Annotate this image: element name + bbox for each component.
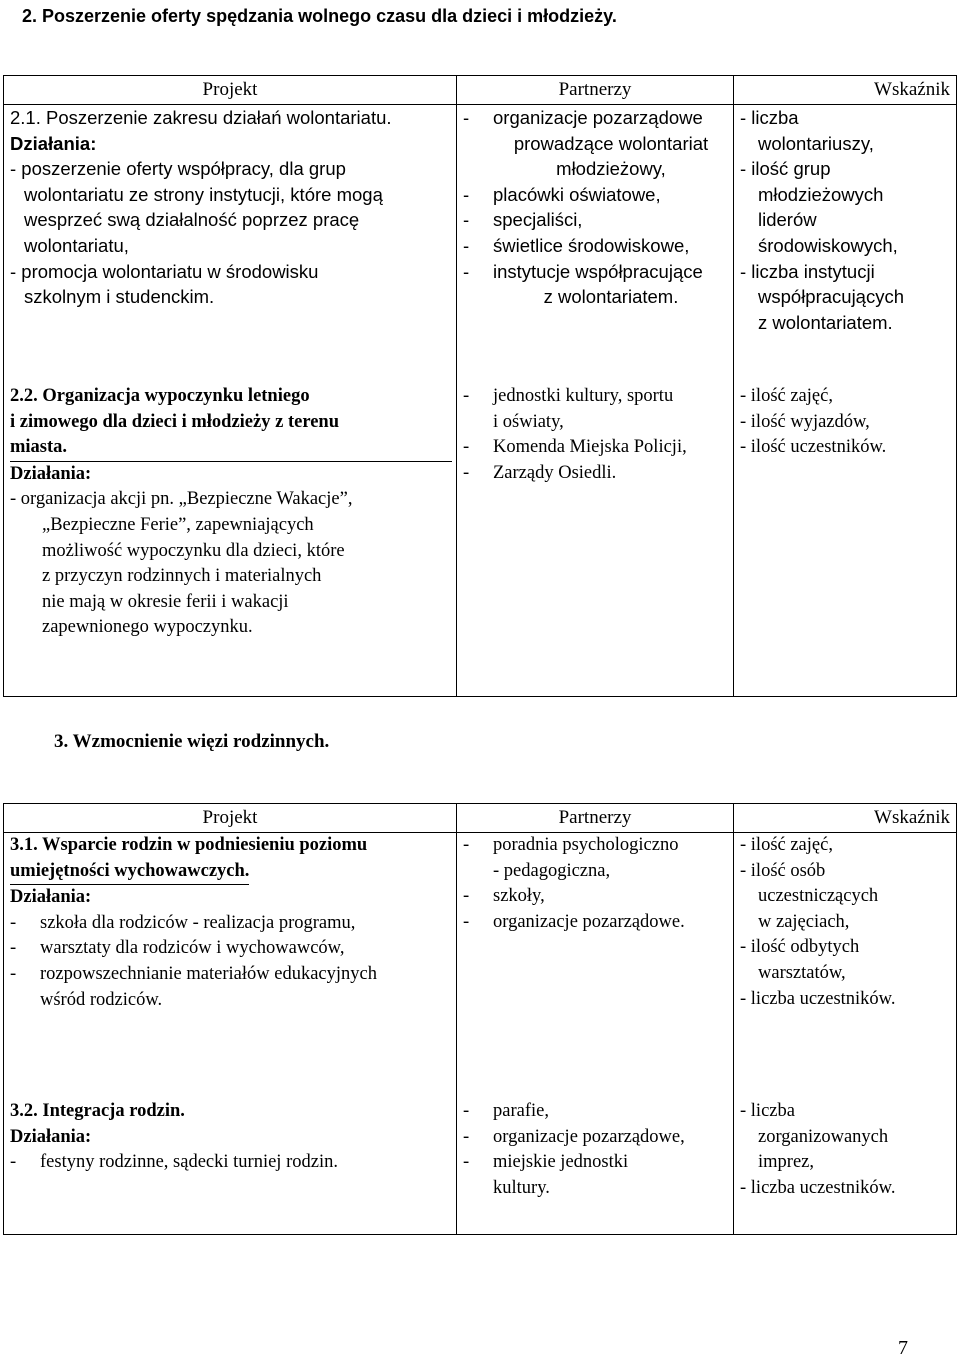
row-2-2-title-3: miasta.: [10, 435, 452, 462]
row-3-1-title-2: umiejętności wychowawczych.: [10, 859, 249, 886]
list-item-text: - pedagogiczna,: [493, 860, 611, 881]
header-wskaznik: Wskaźnik: [734, 76, 957, 105]
text-line: szkolnym i studenckim.: [24, 286, 215, 308]
text-line: środowiskowych,: [758, 234, 898, 256]
row-2-2-project: [4, 384, 456, 641]
list-item: [10, 1150, 452, 1176]
list-item: [463, 105, 729, 131]
text-line: imprez,: [758, 1152, 814, 1173]
header-partnerzy: Partnerzy: [457, 804, 734, 833]
text-line: - ilość osób: [740, 860, 826, 881]
text-line: - ilość uczestników.: [740, 437, 887, 458]
text-line: „Bezpieczne Ferie”, zapewniających: [42, 514, 314, 535]
header-wskaznik: Wskaźnik: [734, 804, 957, 833]
section-2-title: 2. Poszerzenie oferty spędzania wolnego czasu dla dzieci i młodzieży.: [22, 6, 617, 26]
bullet-dash: -: [463, 107, 470, 128]
bullet-dash: -: [463, 260, 470, 282]
list-item-text: i oświaty,: [493, 411, 564, 432]
text-line: możliwość wypoczynku dla dzieci, które: [42, 540, 345, 561]
list-item-text: wśród rodziców.: [40, 989, 163, 1010]
row-2-2-actions: [10, 487, 452, 641]
list-item: [463, 207, 729, 233]
list-item: [463, 1176, 729, 1202]
list-item-text: poradnia psychologiczno: [493, 835, 679, 855]
list-item-text: parafie,: [493, 1101, 549, 1121]
list-item-text: szkoła dla rodziców - realizacja programu,: [40, 912, 356, 933]
text-line: współpracujących: [758, 286, 905, 308]
list-item: [463, 284, 729, 310]
row-2-2-indicators: [734, 384, 956, 461]
bullet-dash: -: [463, 886, 470, 907]
text-line: - ilość odbytych: [740, 937, 860, 958]
text-line: uczestniczących: [758, 886, 879, 907]
header-projekt: Projekt: [4, 76, 457, 105]
bullet-dash: -: [463, 1152, 470, 1173]
row-3-1-actions: [10, 911, 452, 1013]
list-item: [10, 962, 452, 988]
text-line: wesprzeć swą działalność poprzez pracę: [24, 209, 360, 231]
text-line: nie mają w okresie ferii i wakacji: [42, 591, 289, 612]
list-item-text: świetlice środowiskowe,: [493, 234, 690, 256]
list-item-text: placówki oświatowe,: [493, 183, 661, 205]
list-item: [463, 435, 729, 461]
list-item-text: specjaliści,: [493, 209, 583, 231]
text-line: zorganizowanych: [758, 1126, 889, 1147]
list-item-text: rozpowszechnianie materiałów edukacyjnych: [40, 963, 377, 984]
text-line: - ilość wyjazdów,: [740, 411, 870, 432]
text-line: zapewnionego wypoczynku.: [42, 617, 253, 638]
section-3-table: [3, 803, 957, 1235]
list-item-text: młodzieżowy,: [556, 158, 666, 180]
list-item: [463, 1125, 729, 1151]
row-3-1-partners: [457, 833, 733, 935]
row-3-1-indicators: [734, 833, 956, 1012]
header-partnerzy: Partnerzy: [457, 76, 734, 105]
row-2-2-title-1: 2.2. Organizacja wypoczynku letniego: [10, 386, 310, 406]
text-line: - ilość zajęć,: [740, 835, 833, 855]
row-2-1-actions-label: Działania:: [10, 132, 97, 154]
list-item: [463, 131, 729, 157]
list-item-text: instytucje współpracujące: [493, 260, 703, 282]
list-item: [463, 156, 729, 182]
row-2-1-indicators: [734, 105, 956, 335]
bullet-dash: [463, 284, 493, 310]
page-number: 7: [898, 1337, 908, 1359]
text-line: wolontariuszy,: [758, 132, 874, 154]
row-3-2-title: 3.2. Integracja rodzin.: [10, 1101, 185, 1121]
bullet-dash: -: [463, 1126, 470, 1147]
list-item: [463, 1150, 729, 1176]
row-3-2-project: [4, 1099, 456, 1176]
text-line: - ilość zajęć,: [740, 386, 833, 406]
list-item: [463, 410, 729, 436]
row-3-2-indicators: [734, 1099, 956, 1201]
row-2-1-actions: [10, 156, 452, 310]
list-item-text: organizacje pozarządowe.: [493, 911, 685, 932]
bullet-dash: [463, 410, 493, 436]
text-line: - promocja wolontariatu w środowisku: [10, 260, 319, 282]
bullet-dash: -: [463, 437, 470, 458]
row-2-1-partners: [457, 105, 733, 310]
list-item-text: organizacje pozarządowe: [493, 107, 703, 128]
text-line: - organizacja akcji pn. „Bezpieczne Wakacje”,: [10, 489, 353, 510]
row-2-1-title: 2.1. Poszerzenie zakresu działań wolontariatu.: [10, 107, 392, 128]
section-3-title: 3. Wzmocnienie więzi rodzinnych.: [54, 731, 330, 752]
list-item-text: festyny rodzinne, sądecki turniej rodzin.: [40, 1152, 338, 1173]
list-item-text: warsztaty dla rodziców i wychowawców,: [40, 938, 345, 959]
list-item: [463, 461, 729, 487]
list-item: [463, 1099, 729, 1125]
text-line: warsztatów,: [758, 962, 846, 983]
row-2-1-project: [4, 105, 456, 310]
bullet-dash: -: [463, 183, 470, 205]
bullet-dash: -: [10, 963, 17, 984]
bullet-dash: -: [463, 911, 470, 932]
row-3-2-partners: [457, 1099, 733, 1201]
bullet-dash: -: [463, 386, 470, 406]
text-line: z przyczyn rodzinnych i materialnych: [42, 566, 322, 587]
list-item: [463, 233, 729, 259]
row-3-2-actions: [10, 1150, 452, 1176]
list-item: [463, 182, 729, 208]
list-item: [10, 936, 452, 962]
text-line: - liczba uczestników.: [740, 1177, 896, 1198]
row-3-1-project: [4, 833, 456, 1013]
row-3-2-actions-label: Działania:: [10, 1126, 92, 1147]
bullet-dash: -: [10, 938, 17, 959]
text-line: - liczba uczestników.: [740, 988, 896, 1009]
list-item-text: szkoły,: [493, 886, 545, 907]
row-2-2-partners: [457, 384, 733, 486]
text-line: z wolontariatem.: [758, 311, 893, 333]
bullet-dash: [463, 1176, 493, 1202]
bullet-dash: -: [463, 234, 470, 256]
bullet-dash: -: [463, 209, 470, 231]
list-item-text: organizacje pozarządowe,: [493, 1126, 685, 1147]
header-projekt: Projekt: [4, 804, 457, 833]
text-line: młodzieżowych: [758, 183, 884, 205]
list-item-text: prowadzące wolontariat: [513, 132, 709, 154]
bullet-dash: -: [463, 835, 470, 855]
row-2-2-actions-label: Działania:: [10, 463, 92, 484]
bullet-dash: [463, 859, 493, 885]
list-item: [463, 259, 729, 285]
bullet-dash: [10, 988, 40, 1014]
text-line: wolontariatu ze strony instytucji, które mogą: [24, 183, 383, 205]
row-2-2-title-2: i zimowego dla dzieci i młodzieży z terenu: [10, 411, 339, 432]
list-item: [463, 833, 729, 859]
list-item: [463, 384, 729, 410]
list-item: [463, 859, 729, 885]
bullet-dash: -: [463, 1101, 470, 1121]
text-line: - liczba: [740, 107, 799, 128]
bullet-dash: -: [10, 1152, 17, 1173]
text-line: w zajęciach,: [758, 911, 850, 932]
text-line: - poszerzenie oferty współpracy, dla grup: [10, 158, 346, 180]
list-item-text: Zarządy Osiedli.: [493, 462, 617, 483]
list-item: [463, 884, 729, 910]
text-line: - liczba: [740, 1101, 795, 1121]
list-item: [10, 988, 452, 1014]
bullet-dash: [463, 131, 493, 157]
row-3-1-title-1: 3.1. Wsparcie rodzin w podniesieniu poziomu: [10, 835, 368, 855]
list-item: [463, 910, 729, 936]
bullet-dash: [463, 156, 493, 182]
text-line: liderów: [758, 209, 817, 231]
list-item-text: kultury.: [493, 1177, 550, 1198]
list-item-text: jednostki kultury, sportu: [493, 386, 674, 406]
list-item: [10, 911, 452, 937]
list-item-text: Komenda Miejska Policji,: [493, 437, 687, 458]
row-3-1-actions-label: Działania:: [10, 887, 92, 908]
list-item-text: z wolontariatem.: [543, 286, 679, 308]
section-2-table: [3, 75, 957, 697]
bullet-dash: -: [463, 462, 470, 483]
bullet-dash: -: [10, 912, 17, 933]
list-item-text: miejskie jednostki: [493, 1152, 629, 1173]
text-line: - liczba instytucji: [740, 260, 875, 282]
text-line: - ilość grup: [740, 158, 831, 180]
text-line: wolontariatu,: [24, 234, 129, 256]
